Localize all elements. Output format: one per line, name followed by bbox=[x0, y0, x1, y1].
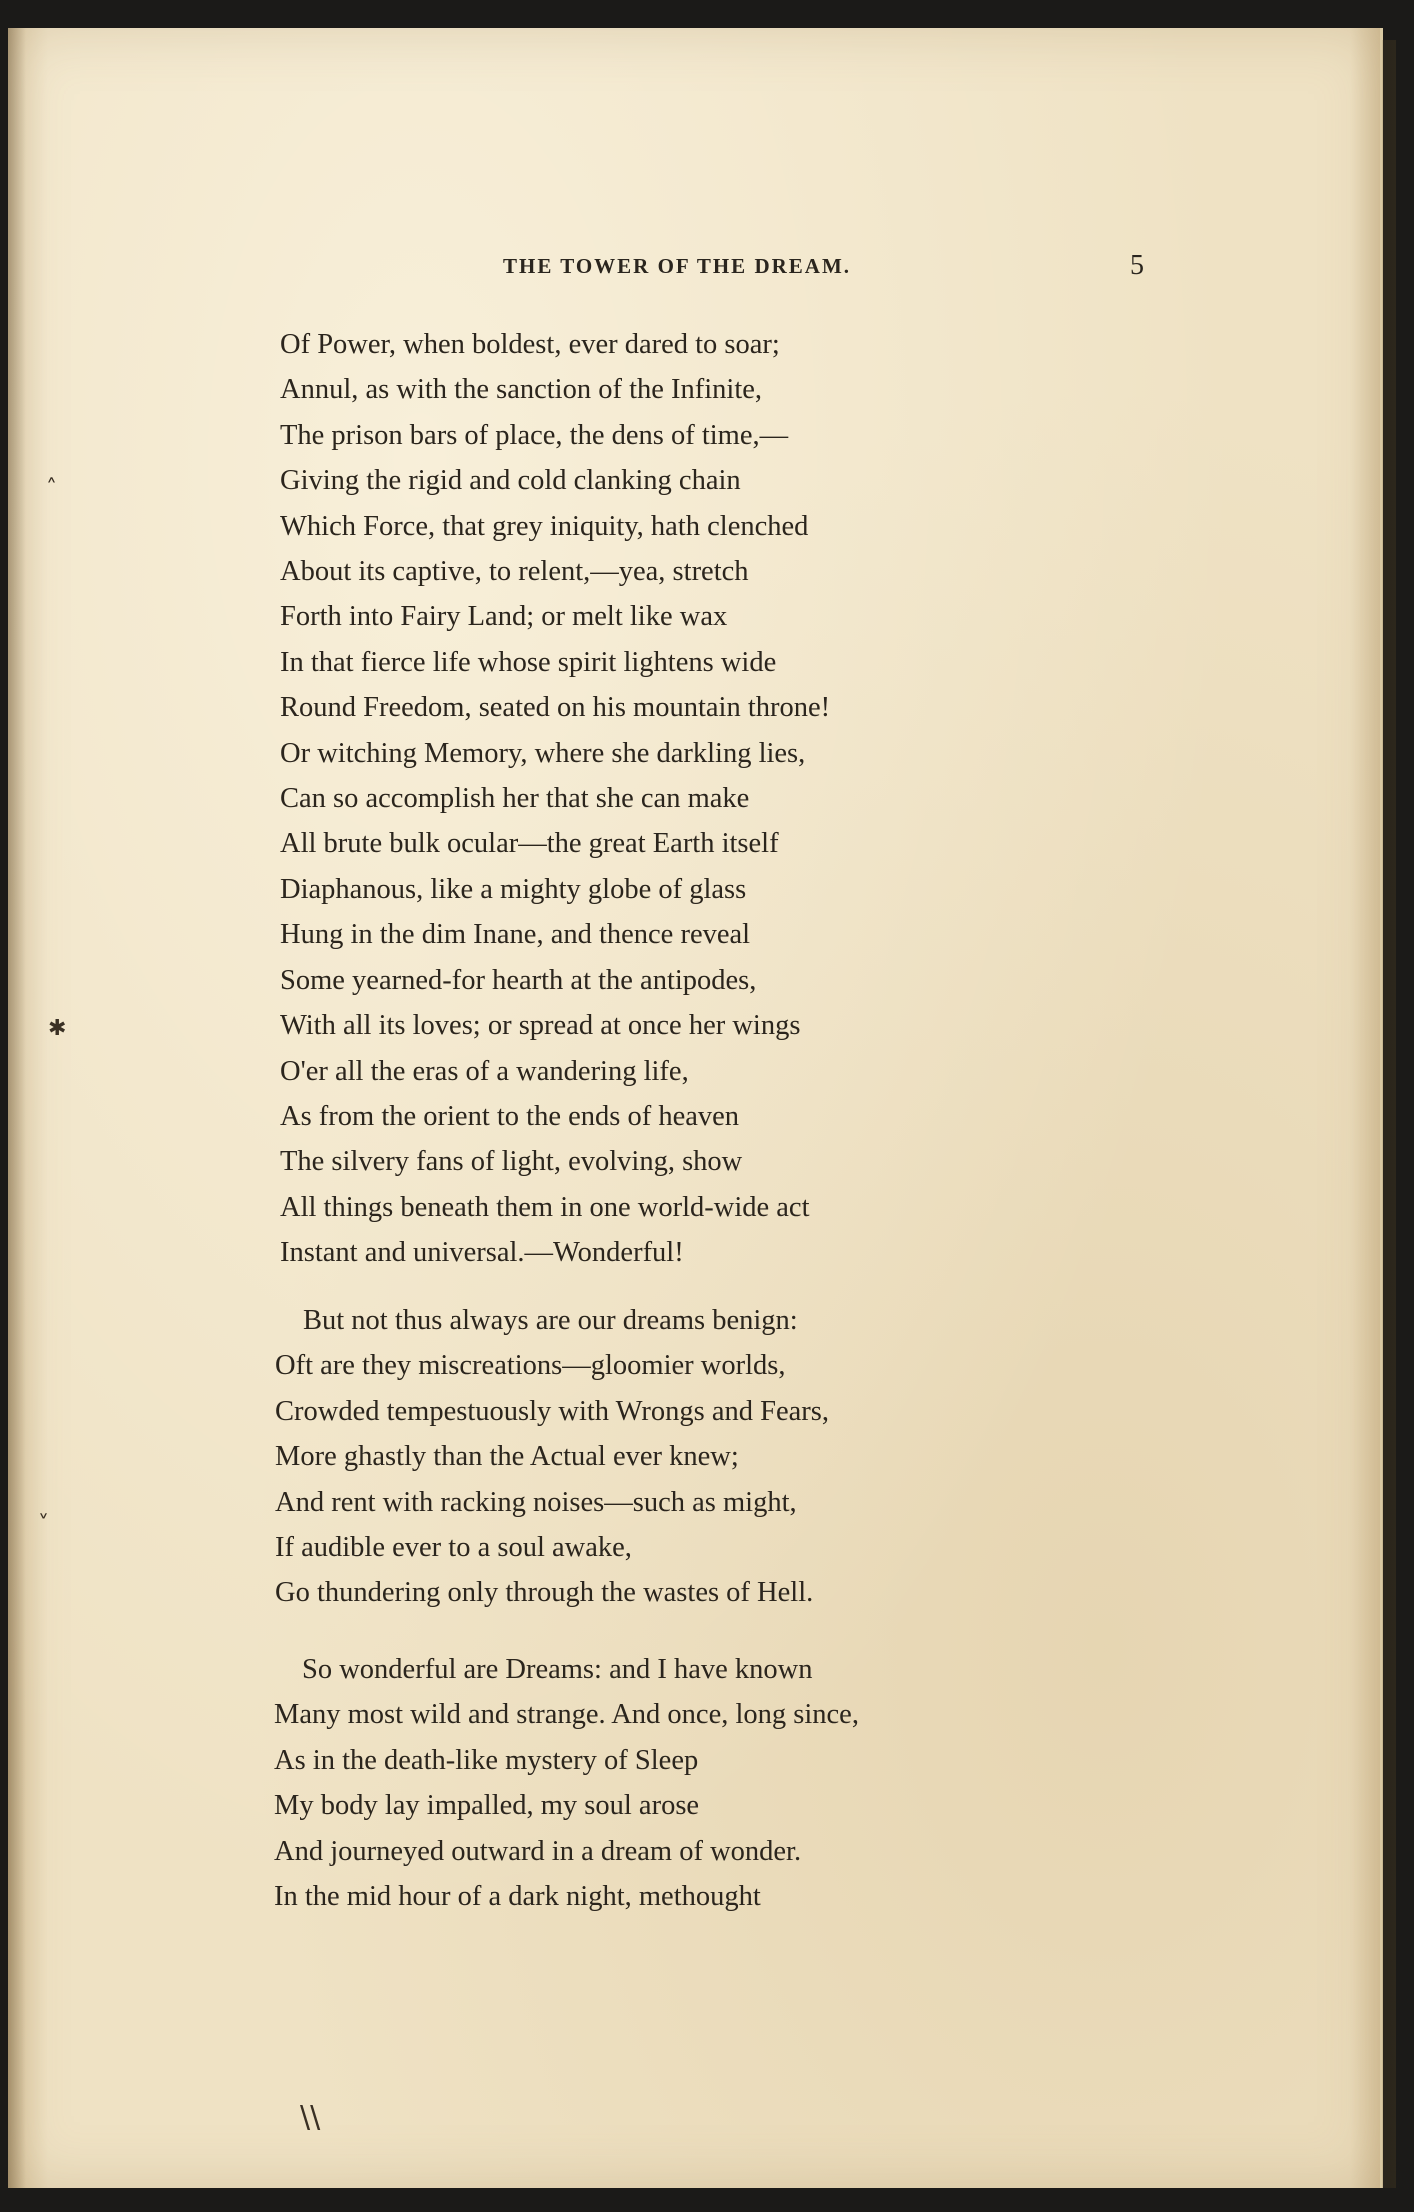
poem-line: All brute bulk ocular—the great Earth itself bbox=[280, 828, 779, 860]
spine-shadow bbox=[8, 28, 26, 2188]
poem-line: In the mid hour of a dark night, methought bbox=[274, 1881, 761, 1913]
stanza-1 bbox=[280, 322, 830, 1276]
poem-line: About its captive, to relent,—yea, stretch bbox=[280, 556, 749, 588]
poem-line: As from the orient to the ends of heaven bbox=[280, 1100, 740, 1132]
poem-line: And rent with racking noises—such as might, bbox=[275, 1486, 797, 1518]
running-head: THE TOWER OF THE DREAM. bbox=[502, 254, 852, 278]
poem-line: And journeyed outward in a dream of wonder. bbox=[274, 1835, 802, 1867]
poem-line: Giving the rigid and cold clanking chain bbox=[280, 465, 741, 497]
poem-line: Instant and universal.—Wonderful! bbox=[280, 1237, 684, 1269]
poem-line: Round Freedom, seated on his mountain throne! bbox=[280, 692, 831, 724]
poem-line: Go thundering only through the wastes of Hell. bbox=[275, 1577, 814, 1609]
poem-line: So wonderful are Dreams: and I have known bbox=[302, 1654, 813, 1685]
poem-line: Some yearned-for hearth at the antipodes, bbox=[280, 964, 757, 996]
poem-line: Which Force, that grey iniquity, hath clenched bbox=[280, 510, 809, 542]
poem-line: But not thus always are our dreams benign: bbox=[303, 1305, 798, 1336]
poem-line: Of Power, when boldest, ever dared to soar; bbox=[280, 329, 780, 360]
poem-line: Forth into Fairy Land; or melt like wax bbox=[280, 601, 728, 633]
margin-speck: \\ bbox=[300, 2100, 321, 2135]
poem-line: If audible ever to a soul awake, bbox=[275, 1532, 632, 1564]
poem-line: Crowded tempestuously with Wrongs and Fears, bbox=[275, 1395, 830, 1427]
poem-line: Annul, as with the sanction of the Infinite, bbox=[280, 374, 763, 406]
poem-line: The silvery fans of light, evolving, show bbox=[280, 1146, 743, 1178]
margin-speck: ✱ bbox=[48, 1016, 67, 1041]
stanza-3 bbox=[274, 1647, 859, 1919]
poem-line: Oft are they miscreations—gloomier worlds, bbox=[275, 1350, 786, 1382]
poem-line: As in the death-like mystery of Sleep bbox=[274, 1744, 699, 1776]
stanza-2 bbox=[275, 1298, 829, 1616]
poem-line: Or witching Memory, where she darkling lies, bbox=[280, 737, 806, 769]
poem-line: O'er all the eras of a wandering life, bbox=[280, 1055, 689, 1087]
poem-line: Many most wild and strange. And once, long since, bbox=[274, 1699, 859, 1731]
poem-line: My body lay impalled, my soul arose bbox=[274, 1790, 700, 1822]
margin-speck: ˅ bbox=[38, 1512, 49, 1537]
poem-line: More ghastly than the Actual ever knew; bbox=[275, 1441, 739, 1473]
page-edge bbox=[1382, 40, 1396, 2188]
margin-speck: ˄ bbox=[46, 476, 57, 501]
poem-line: In that fierce life whose spirit lightens wide bbox=[280, 646, 777, 678]
poem-line: All things beneath them in one world-wide act bbox=[280, 1191, 810, 1223]
page-number: 5 bbox=[1130, 250, 1144, 281]
poem-line: Hung in the dim Inane, and thence reveal bbox=[280, 919, 751, 951]
poem-line: The prison bars of place, the dens of time,— bbox=[280, 419, 789, 451]
poem-line: With all its loves; or spread at once her wings bbox=[280, 1010, 801, 1042]
poem-line: Diaphanous, like a mighty globe of glass bbox=[280, 873, 747, 905]
poem-line: Can so accomplish her that she can make bbox=[280, 783, 750, 815]
